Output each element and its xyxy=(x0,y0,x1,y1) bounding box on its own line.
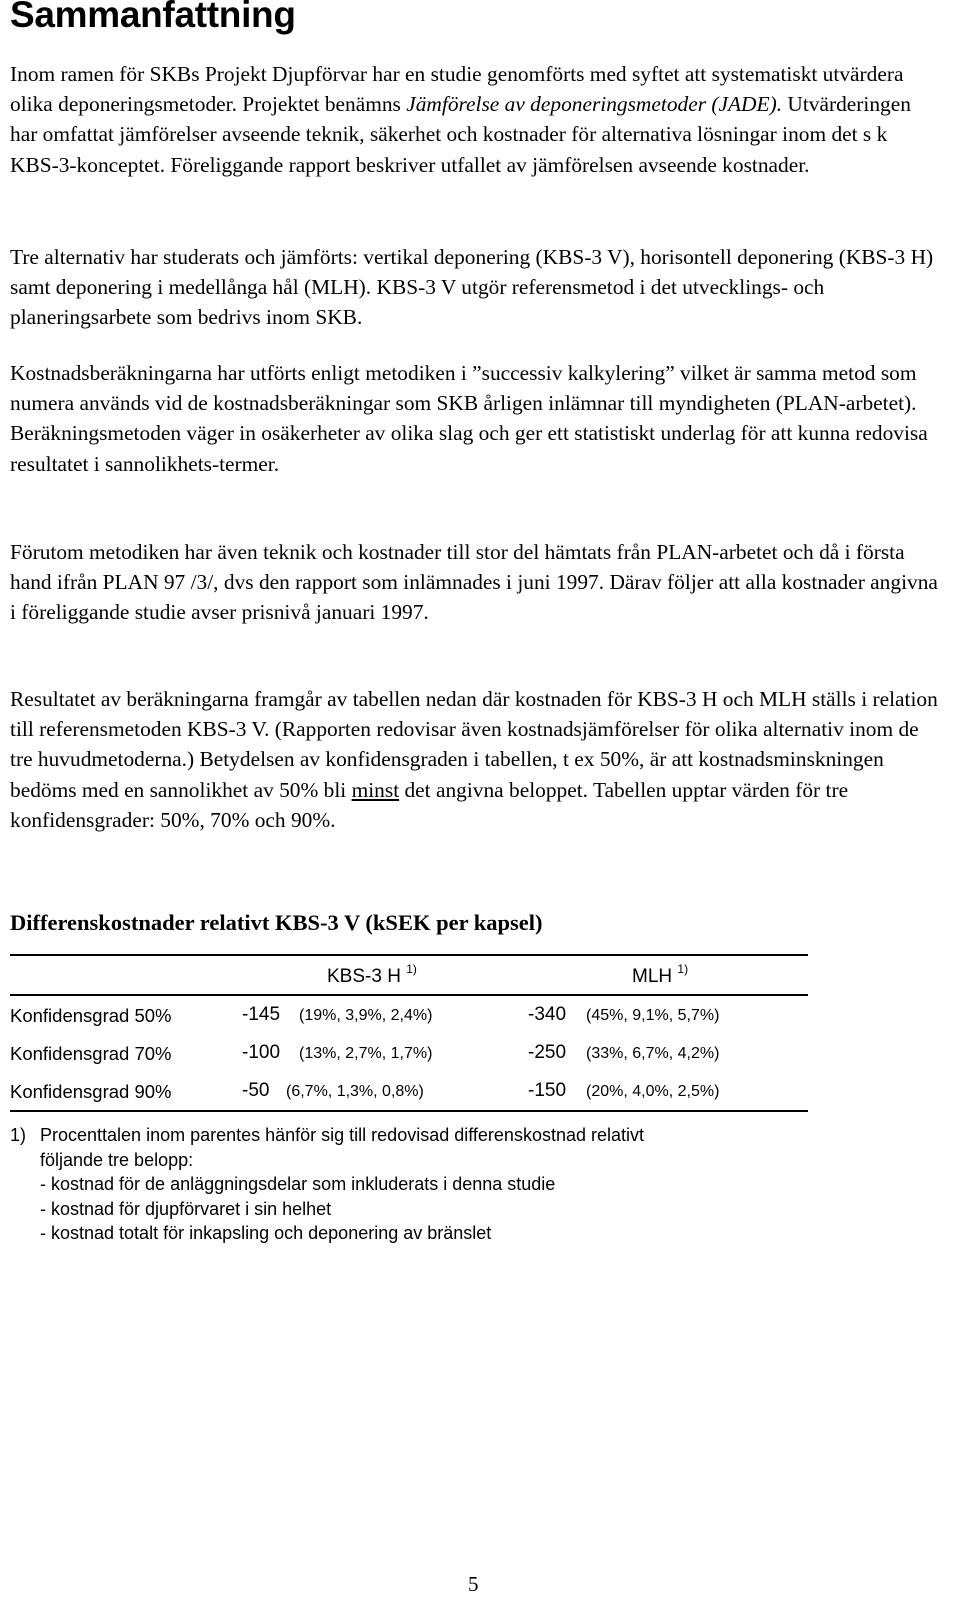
mlh-value-90: -150 xyxy=(528,1080,567,1101)
row-label-50: Konfidensgrad 50% xyxy=(10,1005,172,1026)
kbs3h-pct-70: (13%, 2,7%, 1,7%) xyxy=(299,1045,433,1062)
footnote-line-1: Procenttalen inom parentes hänför sig till redovisad differenskostnad relativt xyxy=(40,1125,645,1145)
column-header-kbs3h-note: 1) xyxy=(406,962,417,976)
mlh-value-70: -250 xyxy=(528,1042,567,1063)
table-bottom-rule xyxy=(10,1110,808,1112)
paragraph-5-underline: minst xyxy=(351,777,400,802)
row-label-70: Konfidensgrad 70% xyxy=(10,1043,172,1064)
footnote-line-2: följande tre belopp: xyxy=(40,1150,194,1170)
footnote-marker: 1) xyxy=(10,1125,27,1145)
mlh-pct-90: (20%, 4,0%, 2,5%) xyxy=(586,1083,720,1100)
table-header-rule xyxy=(10,994,808,996)
footnote-item: - kostnad för djupförvaret i sin helhet xyxy=(40,1199,332,1219)
kbs3h-value-70: -100 xyxy=(242,1042,281,1063)
table-top-rule xyxy=(10,954,808,956)
paragraph-1-text-b: Utvärderingen har omfattat jämförelser avseende teknik, säkerhet och kostnader för alternativa lösningar inom det s k KBS-3-konceptet. Föreliggande rapport beskriver utfallet av jämförelsen avseende kostnader. xyxy=(10,92,911,177)
mlh-pct-50: (45%, 9,1%, 5,7%) xyxy=(586,1007,720,1024)
paragraph-5-text-a: Resultatet av beräkningarna framgår av tabellen nedan där kostnaden för KBS-3 H och MLH ställs i relation till referensmetoden KBS-3 V. (Rapporten redovisar även kostnadsjämförelser för olika alternativ inom de tre huvudmetoderna.) Betydelsen av konfidensgraden i tabellen, t ex 50%, är att kostnadsminskningen bedöms med en sannolikhet av 50% bli xyxy=(10,687,938,802)
column-header-mlh xyxy=(632,962,689,988)
paragraph-1 xyxy=(10,59,940,180)
paragraph-4: Förutom metodiken har även teknik och kostnader till stor del hämtats från PLAN-arbetet och då i första hand ifrån PLAN 97 /3/, dvs den rapport som inlämnades i juni 1997. Därav följer att alla kostnader angivna i föreliggande studie avser prisnivå januari 1997. xyxy=(10,540,938,625)
paragraph-5-text-b: det angivna beloppet. Tabellen upptar värden för tre konfidensgrader: 50%, 70% och 90%. xyxy=(10,777,849,832)
kbs3h-pct-50: (19%, 3,9%, 2,4%) xyxy=(299,1007,433,1024)
paragraph-1-text-a: Inom ramen för SKBs Projekt Djupförvar har en studie genomförts med syftet att systematiskt utvärdera olika deponeringsmetoder. Projektet benämns xyxy=(10,62,904,117)
kbs3h-value-50: -145 xyxy=(242,1004,281,1025)
page-title: Sammanfattning xyxy=(10,0,296,35)
column-header-mlh-note: 1) xyxy=(677,962,689,976)
column-header-mlh-label: MLH xyxy=(632,966,673,987)
row-label-90: Konfidensgrad 90% xyxy=(10,1081,172,1102)
mlh-value-50: -340 xyxy=(528,1004,567,1025)
mlh-pct-70: (33%, 6,7%, 4,2%) xyxy=(586,1045,720,1062)
kbs3h-value-90: -50 xyxy=(242,1080,270,1101)
paragraph-2: Tre alternativ har studerats och jämförts: vertikal deponering (KBS-3 V), horisontell deponering (KBS-3 H) samt deponering i medellånga hål (MLH). KBS-3 V utgör referensmetod i det utvecklings- och planeringsarbete som bedrivs inom SKB. xyxy=(10,245,934,330)
column-header-kbs3h-label: KBS-3 H xyxy=(327,966,401,987)
page-number: 5 xyxy=(468,1572,479,1596)
paragraph-3: Kostnadsberäkningarna har utförts enligt metodiken i ”successiv kalkylering” vilket är samma metod som numera används vid de kostnadsberäkningar som SKB årligen inlämnar till myndigheten (PLAN-arbetet). Beräkningsmetoden väger in osäkerheter av olika slag och ger ett statistiskt underlag för att kunna redovisa resultatet i sannolikhets-termer. xyxy=(10,361,928,476)
footnote-item: - kostnad totalt för inkapsling och deponering av bränslet xyxy=(40,1223,492,1243)
paragraph-1-italic: Jämförelse av deponeringsmetoder (JADE). xyxy=(406,92,783,117)
kbs3h-pct-90: (6,7%, 1,3%, 0,8%) xyxy=(286,1083,424,1100)
column-header-kbs3h xyxy=(327,962,417,988)
footnote-item: - kostnad för de anläggningsdelar som inkluderats i denna studie xyxy=(40,1174,556,1194)
paragraph-5 xyxy=(10,684,940,835)
table-title: Differenskostnader relativt KBS-3 V (kSEK per kapsel) xyxy=(10,910,543,935)
